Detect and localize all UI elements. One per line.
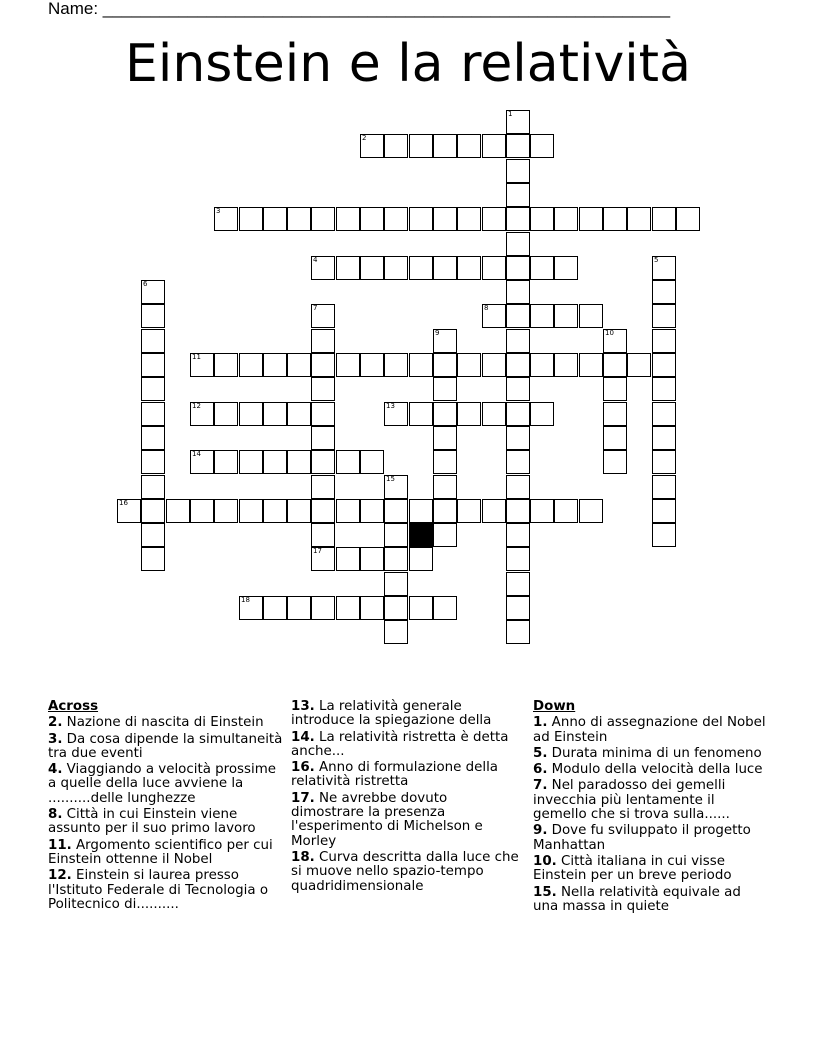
grid-cell[interactable] bbox=[433, 402, 457, 426]
grid-cell[interactable] bbox=[141, 353, 165, 377]
grid-cell[interactable] bbox=[530, 402, 554, 426]
grid-cell[interactable] bbox=[287, 402, 311, 426]
grid-cell[interactable] bbox=[409, 207, 433, 231]
grid-cell[interactable] bbox=[506, 110, 530, 134]
grid-cell[interactable] bbox=[433, 596, 457, 620]
clues-column-2 bbox=[291, 700, 523, 896]
grid-cell[interactable] bbox=[603, 426, 627, 450]
black-cell bbox=[409, 523, 433, 547]
grid-cell[interactable] bbox=[457, 134, 481, 158]
grid-cell[interactable] bbox=[506, 304, 530, 328]
grid-cell[interactable] bbox=[360, 207, 384, 231]
grid-cell[interactable] bbox=[166, 499, 190, 523]
grid-cell[interactable] bbox=[384, 499, 408, 523]
grid-cell[interactable] bbox=[311, 377, 335, 401]
grid-cell[interactable] bbox=[336, 547, 360, 571]
grid-cell[interactable] bbox=[482, 304, 506, 328]
grid-cell[interactable] bbox=[263, 353, 287, 377]
grid-cell[interactable] bbox=[263, 499, 287, 523]
clue-number: 13 bbox=[386, 402, 395, 410]
clue-number: 10 bbox=[605, 329, 614, 337]
grid-cell[interactable] bbox=[239, 207, 263, 231]
grid-cell[interactable] bbox=[506, 572, 530, 596]
grid-cell[interactable] bbox=[214, 353, 238, 377]
grid-cell[interactable] bbox=[506, 523, 530, 547]
grid-cell[interactable] bbox=[603, 329, 627, 353]
grid-cell[interactable] bbox=[214, 207, 238, 231]
clue-number: 12 bbox=[192, 402, 201, 410]
grid-cell[interactable] bbox=[263, 596, 287, 620]
grid-cell[interactable] bbox=[190, 450, 214, 474]
grid-cell[interactable] bbox=[506, 329, 530, 353]
grid-cell[interactable] bbox=[311, 207, 335, 231]
clue-across-13: 13. La relatività generale introduce la spiegazione della bbox=[291, 699, 492, 729]
clue-down-7: 7. Nel paradosso dei gemelli invecchia più lentamente il gemello che si trova sulla...... bbox=[533, 778, 730, 823]
clue-number: 7 bbox=[313, 304, 318, 312]
clue-across-17: 17. Ne avrebbe dovuto dimostrare la presenza l'esperimento di Michelson e Morley bbox=[291, 790, 483, 849]
down-heading: Down bbox=[533, 699, 576, 714]
grid-cell[interactable] bbox=[506, 207, 530, 231]
grid-cell[interactable] bbox=[506, 475, 530, 499]
grid-cell[interactable] bbox=[652, 426, 676, 450]
grid-cell[interactable] bbox=[360, 134, 384, 158]
clue-down-9: 9. Dove fu sviluppato il progetto Manhattan bbox=[533, 823, 751, 853]
grid-cell[interactable] bbox=[360, 256, 384, 280]
grid-cell[interactable] bbox=[287, 353, 311, 377]
grid-cell[interactable] bbox=[311, 475, 335, 499]
grid-cell[interactable] bbox=[141, 523, 165, 547]
clue-across-3: 3. Da cosa dipende la simultaneità tra due eventi bbox=[48, 731, 283, 761]
grid-cell[interactable] bbox=[603, 207, 627, 231]
grid-cell[interactable] bbox=[287, 499, 311, 523]
grid-cell[interactable] bbox=[190, 353, 214, 377]
grid-cell[interactable] bbox=[506, 377, 530, 401]
grid-cell[interactable] bbox=[506, 620, 530, 644]
grid-cell[interactable] bbox=[141, 280, 165, 304]
grid-cell[interactable] bbox=[141, 329, 165, 353]
grid-cell[interactable] bbox=[117, 499, 141, 523]
grid-cell[interactable] bbox=[141, 475, 165, 499]
grid-cell[interactable] bbox=[141, 304, 165, 328]
clue-number: 18 bbox=[241, 596, 250, 604]
clues-column-3 bbox=[533, 700, 769, 916]
grid-cell[interactable] bbox=[263, 402, 287, 426]
grid-cell[interactable] bbox=[287, 450, 311, 474]
clue-across-8: 8. Città in cui Einstein viene assunto per il suo primo lavoro bbox=[48, 807, 256, 837]
grid-cell[interactable] bbox=[652, 304, 676, 328]
grid-cell[interactable] bbox=[409, 547, 433, 571]
grid-cell[interactable] bbox=[287, 207, 311, 231]
grid-cell[interactable] bbox=[311, 304, 335, 328]
grid-cell[interactable] bbox=[482, 207, 506, 231]
grid-cell[interactable] bbox=[336, 256, 360, 280]
grid-cell[interactable] bbox=[239, 353, 263, 377]
clue-number: 6 bbox=[143, 280, 148, 288]
clue-number: 9 bbox=[435, 329, 440, 337]
grid-cell[interactable] bbox=[239, 402, 263, 426]
clue-across-12: 12. Einstein si laurea presso l'Istituto Federale di Tecnologia o Politecnico di.......... bbox=[48, 868, 269, 912]
grid-cell[interactable] bbox=[652, 256, 676, 280]
grid-cell[interactable] bbox=[141, 547, 165, 571]
grid-cell[interactable] bbox=[482, 256, 506, 280]
grid-cell[interactable] bbox=[579, 499, 603, 523]
grid-cell[interactable] bbox=[214, 499, 238, 523]
grid-cell[interactable] bbox=[530, 134, 554, 158]
clue-across-18: 18. Curva descritta dalla luce che si muove nello spazio-tempo quadridimensionale bbox=[291, 849, 519, 894]
grid-cell[interactable] bbox=[311, 256, 335, 280]
grid-cell[interactable] bbox=[457, 207, 481, 231]
grid-cell[interactable] bbox=[384, 572, 408, 596]
clue-across-4: 4. Viaggiando a velocità prossime a quelle della luce avviene la ..........delle lunghezze bbox=[48, 762, 277, 806]
grid-cell[interactable] bbox=[506, 280, 530, 304]
grid-cell[interactable] bbox=[433, 353, 457, 377]
grid-cell[interactable] bbox=[433, 475, 457, 499]
grid-cell[interactable] bbox=[652, 329, 676, 353]
grid-cell[interactable] bbox=[433, 426, 457, 450]
grid-cell[interactable] bbox=[457, 402, 481, 426]
grid-cell[interactable] bbox=[579, 304, 603, 328]
grid-cell[interactable] bbox=[652, 450, 676, 474]
grid-cell[interactable] bbox=[384, 402, 408, 426]
grid-cell[interactable] bbox=[627, 353, 651, 377]
clue-down-10: 10. Città italiana in cui visse Einstein per un breve periodo bbox=[533, 853, 732, 884]
grid-cell[interactable] bbox=[311, 523, 335, 547]
clue-number: 15 bbox=[386, 475, 395, 483]
grid-cell[interactable] bbox=[554, 304, 578, 328]
grid-cell[interactable] bbox=[603, 402, 627, 426]
grid-cell[interactable] bbox=[360, 353, 384, 377]
grid-cell[interactable] bbox=[214, 402, 238, 426]
grid-cell[interactable] bbox=[384, 547, 408, 571]
grid-cell[interactable] bbox=[311, 596, 335, 620]
grid-cell[interactable] bbox=[190, 499, 214, 523]
grid-cell[interactable] bbox=[384, 523, 408, 547]
grid-cell[interactable] bbox=[554, 256, 578, 280]
grid-cell[interactable] bbox=[482, 353, 506, 377]
grid-cell[interactable] bbox=[603, 353, 627, 377]
grid-cell[interactable] bbox=[530, 353, 554, 377]
grid-cell[interactable] bbox=[652, 523, 676, 547]
clues-column-1 bbox=[48, 700, 284, 914]
grid-cell[interactable] bbox=[311, 426, 335, 450]
grid-cell[interactable] bbox=[530, 499, 554, 523]
grid-cell[interactable] bbox=[506, 499, 530, 523]
grid-cell[interactable] bbox=[384, 475, 408, 499]
grid-cell[interactable] bbox=[336, 596, 360, 620]
grid-cell[interactable] bbox=[482, 499, 506, 523]
clue-number: 8 bbox=[484, 304, 489, 312]
grid-cell[interactable] bbox=[652, 499, 676, 523]
grid-cell[interactable] bbox=[652, 280, 676, 304]
grid-cell[interactable] bbox=[506, 183, 530, 207]
grid-cell[interactable] bbox=[652, 377, 676, 401]
grid-cell[interactable] bbox=[627, 207, 651, 231]
grid-cell[interactable] bbox=[409, 256, 433, 280]
clue-number: 17 bbox=[313, 547, 322, 555]
grid-cell[interactable] bbox=[190, 402, 214, 426]
grid-cell[interactable] bbox=[506, 256, 530, 280]
grid-cell[interactable] bbox=[239, 499, 263, 523]
grid-cell[interactable] bbox=[433, 450, 457, 474]
grid-cell[interactable] bbox=[311, 547, 335, 571]
grid-cell[interactable] bbox=[409, 596, 433, 620]
grid-cell[interactable] bbox=[360, 596, 384, 620]
grid-cell[interactable] bbox=[263, 207, 287, 231]
grid-cell[interactable] bbox=[214, 450, 238, 474]
grid-cell[interactable] bbox=[336, 499, 360, 523]
grid-cell[interactable] bbox=[336, 353, 360, 377]
clue-across-2: 2. Nazione di nascita di Einstein bbox=[48, 715, 264, 731]
grid-cell[interactable] bbox=[603, 377, 627, 401]
grid-cell[interactable] bbox=[336, 450, 360, 474]
grid-cell[interactable] bbox=[287, 596, 311, 620]
clue-number: 11 bbox=[192, 353, 201, 361]
grid-cell[interactable] bbox=[506, 232, 530, 256]
clue-number: 2 bbox=[362, 134, 367, 142]
grid-cell[interactable] bbox=[409, 134, 433, 158]
grid-cell[interactable] bbox=[554, 499, 578, 523]
grid-cell[interactable] bbox=[433, 207, 457, 231]
clue-number: 5 bbox=[654, 256, 659, 264]
grid-cell[interactable] bbox=[506, 159, 530, 183]
grid-cell[interactable] bbox=[530, 304, 554, 328]
grid-cell[interactable] bbox=[239, 450, 263, 474]
grid-cell[interactable] bbox=[506, 402, 530, 426]
grid-cell[interactable] bbox=[141, 499, 165, 523]
clue-down-6: 6. Modulo della velocità della luce bbox=[533, 762, 763, 778]
clue-across-14: 14. La relatività ristretta è detta anche... bbox=[291, 729, 509, 759]
grid-cell[interactable] bbox=[360, 450, 384, 474]
grid-cell[interactable] bbox=[457, 499, 481, 523]
grid-cell[interactable] bbox=[141, 450, 165, 474]
grid-cell[interactable] bbox=[141, 377, 165, 401]
grid-cell[interactable] bbox=[311, 499, 335, 523]
grid-cell[interactable] bbox=[482, 402, 506, 426]
grid-cell[interactable] bbox=[239, 596, 263, 620]
clue-down-15: 15. Nella relatività equivale ad una massa in quiete bbox=[533, 884, 741, 914]
grid-cell[interactable] bbox=[506, 450, 530, 474]
grid-cell[interactable] bbox=[530, 207, 554, 231]
grid-cell[interactable] bbox=[603, 450, 627, 474]
grid-cell[interactable] bbox=[360, 499, 384, 523]
grid-cell[interactable] bbox=[554, 353, 578, 377]
grid-cell[interactable] bbox=[433, 256, 457, 280]
clue-number: 14 bbox=[192, 450, 201, 458]
grid-cell[interactable] bbox=[676, 207, 700, 231]
grid-cell[interactable] bbox=[384, 207, 408, 231]
grid-cell[interactable] bbox=[311, 450, 335, 474]
grid-cell[interactable] bbox=[433, 523, 457, 547]
grid-cell[interactable] bbox=[409, 402, 433, 426]
grid-cell[interactable] bbox=[457, 353, 481, 377]
grid-cell[interactable] bbox=[433, 499, 457, 523]
across-heading: Across bbox=[48, 699, 99, 714]
grid-cell[interactable] bbox=[409, 499, 433, 523]
page-title: Einstein e la relatività bbox=[125, 34, 691, 94]
grid-cell[interactable] bbox=[506, 547, 530, 571]
grid-cell[interactable] bbox=[506, 353, 530, 377]
grid-cell[interactable] bbox=[409, 353, 433, 377]
grid-cell[interactable] bbox=[384, 620, 408, 644]
clue-number: 4 bbox=[313, 256, 318, 264]
grid-cell[interactable] bbox=[433, 134, 457, 158]
grid-cell[interactable] bbox=[506, 426, 530, 450]
grid-cell[interactable] bbox=[433, 377, 457, 401]
grid-cell[interactable] bbox=[360, 547, 384, 571]
grid-cell[interactable] bbox=[554, 207, 578, 231]
grid-cell[interactable] bbox=[141, 402, 165, 426]
clue-across-16: 16. Anno di formulazione della relatività ristretta bbox=[291, 760, 499, 790]
grid-cell[interactable] bbox=[141, 426, 165, 450]
grid-cell[interactable] bbox=[384, 256, 408, 280]
grid-cell[interactable] bbox=[384, 353, 408, 377]
grid-cell[interactable] bbox=[336, 207, 360, 231]
grid-cell[interactable] bbox=[530, 256, 554, 280]
clue-number: 3 bbox=[216, 207, 221, 215]
grid-cell[interactable] bbox=[384, 596, 408, 620]
grid-cell[interactable] bbox=[652, 353, 676, 377]
grid-cell[interactable] bbox=[652, 475, 676, 499]
grid-cell[interactable] bbox=[311, 329, 335, 353]
grid-cell[interactable] bbox=[579, 353, 603, 377]
grid-cell[interactable] bbox=[263, 450, 287, 474]
clue-down-5: 5. Durata minima di un fenomeno bbox=[533, 745, 762, 761]
clue-down-1: 1. Anno di assegnazione del Nobel ad Einstein bbox=[533, 715, 766, 745]
grid-cell[interactable] bbox=[457, 256, 481, 280]
grid-cell[interactable] bbox=[311, 353, 335, 377]
grid-cell[interactable] bbox=[506, 134, 530, 158]
grid-cell[interactable] bbox=[579, 207, 603, 231]
grid-cell[interactable] bbox=[482, 134, 506, 158]
name-field[interactable]: Name: ____________________________________________________________ bbox=[48, 0, 671, 18]
grid-cell[interactable] bbox=[506, 596, 530, 620]
grid-cell[interactable] bbox=[311, 402, 335, 426]
grid-cell[interactable] bbox=[652, 402, 676, 426]
clue-number: 16 bbox=[119, 499, 128, 507]
clue-across-11: 11. Argomento scientifico per cui Einstein ottenne il Nobel bbox=[48, 837, 273, 867]
clue-number: 1 bbox=[508, 110, 513, 118]
grid-cell[interactable] bbox=[433, 329, 457, 353]
grid-cell[interactable] bbox=[384, 134, 408, 158]
grid-cell[interactable] bbox=[652, 207, 676, 231]
